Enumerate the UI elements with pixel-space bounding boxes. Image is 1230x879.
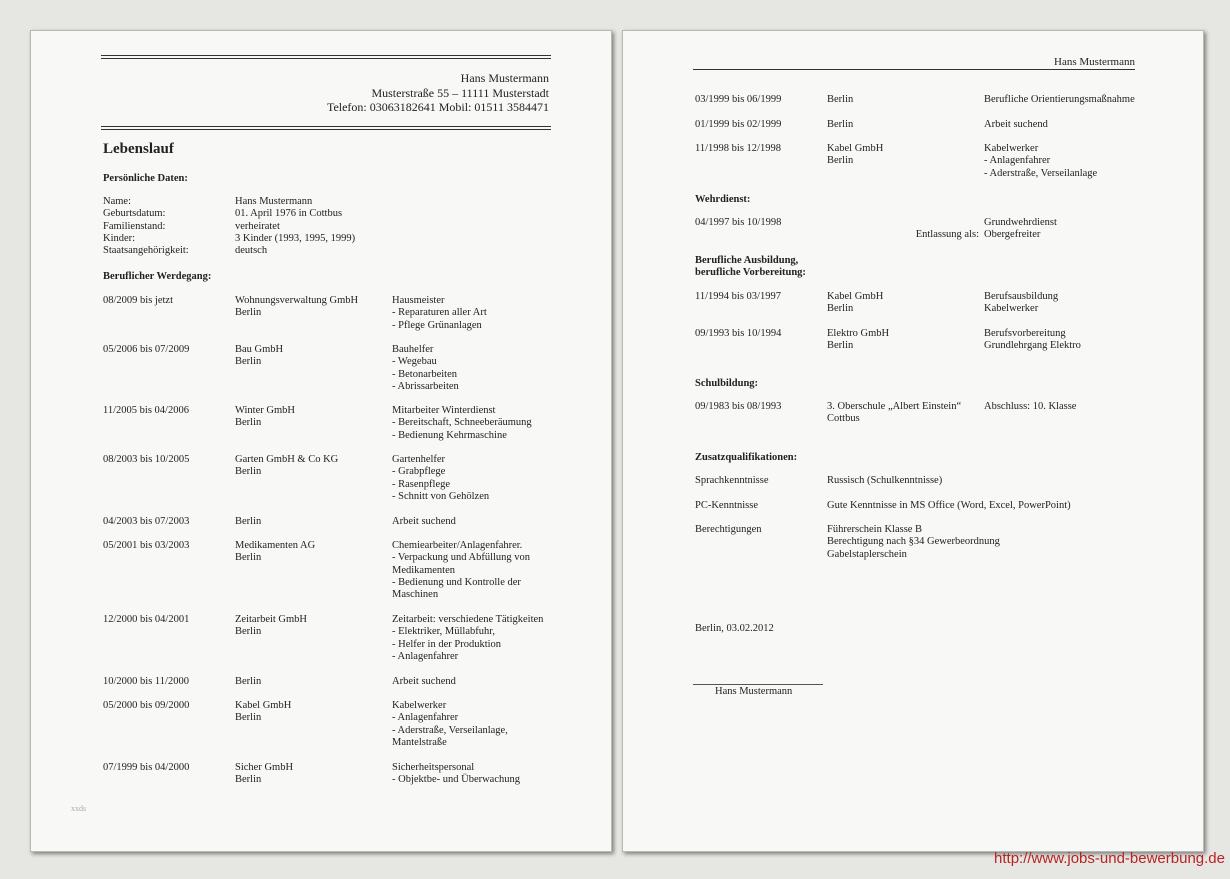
career-company: Berlin <box>827 119 854 130</box>
career-date: 12/2000 bis 04/2001 <box>103 614 190 625</box>
career-role: Kabelwerker <box>984 143 1039 154</box>
extra-value: Berechtigung nach §34 Gewerbeordnung <box>827 536 1000 548</box>
career-date: 08/2009 bis jetzt <box>103 295 173 306</box>
header-phones: Telefon: 03063182641 Mobil: 01511 3584471 <box>326 100 549 114</box>
career-role: Bauhelfer <box>392 344 434 355</box>
career-company: Winter GmbH <box>235 405 295 416</box>
school-degree: Abschluss: 10. Klasse <box>984 401 1077 412</box>
career-date: 04/2003 bis 07/2003 <box>103 516 190 527</box>
career-role: - Bedienung und Kontrolle der <box>392 576 521 588</box>
section-heading-extra: Zusatzqualifikationen: <box>695 452 798 463</box>
career-company: Berlin <box>235 774 262 786</box>
career-role: - Aderstraße, Verseilanlage, <box>392 724 508 736</box>
page-mark: xxds <box>71 804 87 813</box>
school-date: 09/1983 bis 08/1993 <box>695 401 782 412</box>
career-role: Arbeit suchend <box>392 676 456 687</box>
training-company: Berlin <box>827 340 854 352</box>
career-role: - Abrissarbeiten <box>392 380 459 392</box>
career-role: - Grabpflege <box>392 466 446 478</box>
running-header-rule <box>693 69 1135 70</box>
career-company: Wohnungsverwaltung GmbH <box>235 295 359 306</box>
school-name: 3. Oberschule „Albert Einstein“ <box>827 401 962 412</box>
career-date: 11/1998 bis 12/1998 <box>695 143 781 154</box>
career-company: Berlin <box>235 516 262 527</box>
military-discharge-label: Entlassung als: <box>915 229 979 240</box>
career-date: 05/2000 bis 09/2000 <box>103 700 190 711</box>
career-role: Mantelstraße <box>392 736 447 748</box>
military-date: 04/1997 bis 10/1998 <box>695 217 782 228</box>
header-name: Hans Mustermann <box>460 71 549 85</box>
career-role: - Elektriker, Müllabfuhr, <box>392 626 495 638</box>
career-role: Hausmeister <box>392 295 445 306</box>
career-company: Kabel GmbH <box>235 700 292 711</box>
header-rule-bottom <box>101 126 551 127</box>
section-heading-training-2: berufliche Vorbereitung: <box>695 267 806 278</box>
career-role: - Reparaturen aller Art <box>392 307 487 319</box>
career-role: - Aderstraße, Verseilanlage <box>984 167 1098 179</box>
personal-value: 3 Kinder (1993, 1995, 1999) <box>235 232 356 244</box>
career-company: Berlin <box>827 94 854 105</box>
career-company: Berlin <box>235 626 262 638</box>
career-role: - Helfer in der Produktion <box>392 638 502 650</box>
cv-page-2 <box>622 30 1204 852</box>
career-date: 03/1999 bis 06/1999 <box>695 94 782 105</box>
career-role: Medikamenten <box>392 564 455 576</box>
extra-value: Russisch (Schulkenntnisse) <box>827 475 943 486</box>
header-rule-top <box>101 55 551 56</box>
personal-label: Geburtsdatum: <box>103 208 166 220</box>
career-company: Berlin <box>235 466 262 478</box>
career-role: Arbeit suchend <box>392 516 456 527</box>
career-company: Berlin <box>235 712 262 724</box>
personal-label: Name: <box>103 196 131 207</box>
career-role: Berufliche Orientierungsmaßnahme <box>984 94 1135 105</box>
career-company: Kabel GmbH <box>827 143 884 154</box>
training-company: Kabel GmbH <box>827 291 884 302</box>
extra-label: Sprachkenntnisse <box>695 475 769 486</box>
personal-label: Kinder: <box>103 232 136 244</box>
signature-name: Hans Mustermann <box>715 686 793 697</box>
section-heading-personal: Persönliche Daten: <box>103 173 188 184</box>
signature-line <box>693 684 823 685</box>
career-role: - Betonarbeiten <box>392 368 458 380</box>
letter-header <box>327 71 549 115</box>
career-role: Chemiearbeiter/Anlagenfahrer. <box>392 540 523 551</box>
career-role: - Objektbe- und Überwachung <box>392 774 520 786</box>
personal-label: Staatsangehörigkeit: <box>103 245 189 257</box>
career-company: Berlin <box>235 356 262 368</box>
career-role: - Rasenpflege <box>392 478 451 490</box>
training-company: Berlin <box>827 303 854 315</box>
career-role: - Wegebau <box>392 356 437 368</box>
career-role: Mitarbeiter Winterdienst <box>392 405 496 416</box>
personal-value: deutsch <box>235 245 268 257</box>
career-role: Kabelwerker <box>392 700 447 711</box>
personal-label: Familienstand: <box>103 220 166 232</box>
career-company: Berlin <box>235 417 262 429</box>
career-company: Berlin <box>827 155 854 167</box>
running-header-name: Hans Mustermann <box>1054 56 1135 68</box>
page-title: Lebenslauf <box>103 141 174 157</box>
military-service: Grundwehrdienst <box>984 217 1057 228</box>
header-address: Musterstraße 55 – 11111 Musterstadt <box>371 85 549 100</box>
training-date: 09/1993 bis 10/1994 <box>695 328 782 339</box>
career-role: - Pflege Grünanlagen <box>392 319 482 331</box>
career-date: 01/1999 bis 02/1999 <box>695 119 782 130</box>
career-role: - Anlagenfahrer <box>392 712 459 724</box>
section-heading-school: Schulbildung: <box>695 378 759 389</box>
career-role: - Anlagenfahrer <box>984 155 1051 167</box>
training-role: Berufsausbildung <box>984 291 1059 302</box>
extra-value: Gabelstaplerschein <box>827 548 907 560</box>
training-role: Kabelwerker <box>984 303 1039 315</box>
career-role: Maschinen <box>392 589 439 601</box>
personal-value: verheiratet <box>235 220 280 232</box>
header-rule-bottom-2 <box>101 129 551 130</box>
career-role: - Schnitt von Gehölzen <box>392 490 490 502</box>
career-date: 11/2005 bis 04/2006 <box>103 405 189 416</box>
career-company: Berlin <box>235 676 262 687</box>
career-company: Berlin <box>235 307 262 319</box>
extra-value: Führerschein Klasse B <box>827 524 923 535</box>
career-company: Zeitarbeit GmbH <box>235 614 308 625</box>
career-role: - Bereitschaft, Schneeberäumung <box>392 417 532 429</box>
personal-value: 01. April 1976 in Cottbus <box>235 208 343 220</box>
extra-label: PC-Kenntnisse <box>695 500 758 511</box>
career-date: 05/2001 bis 03/2003 <box>103 540 190 551</box>
career-company: Sicher GmbH <box>235 762 294 773</box>
cv-page-1 <box>30 30 612 852</box>
career-company: Berlin <box>235 552 262 564</box>
section-heading-training-1: Berufliche Ausbildung, <box>695 255 799 266</box>
career-role: - Bedienung Kehrmaschine <box>392 429 507 441</box>
training-role: Grundlehrgang Elektro <box>984 340 1081 352</box>
career-role: - Anlagenfahrer <box>392 650 459 662</box>
school-city: Cottbus <box>827 413 860 424</box>
place-date: Berlin, 03.02.2012 <box>695 623 774 634</box>
career-company: Bau GmbH <box>235 344 284 355</box>
career-date: 08/2003 bis 10/2005 <box>103 454 190 465</box>
extra-value: Gute Kenntnisse in MS Office (Word, Excel, PowerPoint) <box>827 500 1071 511</box>
personal-value: Hans Mustermann <box>235 196 313 207</box>
career-role: Zeitarbeit: verschiedene Tätigkeiten <box>392 614 544 625</box>
career-date: 10/2000 bis 11/2000 <box>103 676 189 687</box>
career-role: Gartenhelfer <box>392 454 446 465</box>
watermark-url: http://www.jobs-und-bewerbung.de <box>994 850 1225 867</box>
training-role: Berufsvorbereitung <box>984 328 1066 339</box>
section-heading-career: Beruflicher Werdegang: <box>103 271 212 282</box>
career-role: Arbeit suchend <box>984 119 1048 130</box>
career-role: - Verpackung und Abfüllung von <box>392 552 531 564</box>
military-discharge-rank: Obergefreiter <box>984 229 1041 240</box>
career-date: 05/2006 bis 07/2009 <box>103 344 190 355</box>
header-rule-top-2 <box>101 58 551 59</box>
career-company: Garten GmbH & Co KG <box>235 454 339 465</box>
career-role: Sicherheitspersonal <box>392 762 475 773</box>
career-date: 07/1999 bis 04/2000 <box>103 762 190 773</box>
extra-label: Berechtigungen <box>695 524 762 535</box>
career-company: Medikamenten AG <box>235 540 316 551</box>
section-heading-military: Wehrdienst: <box>695 194 751 205</box>
training-date: 11/1994 bis 03/1997 <box>695 291 781 302</box>
training-company: Elektro GmbH <box>827 328 890 339</box>
